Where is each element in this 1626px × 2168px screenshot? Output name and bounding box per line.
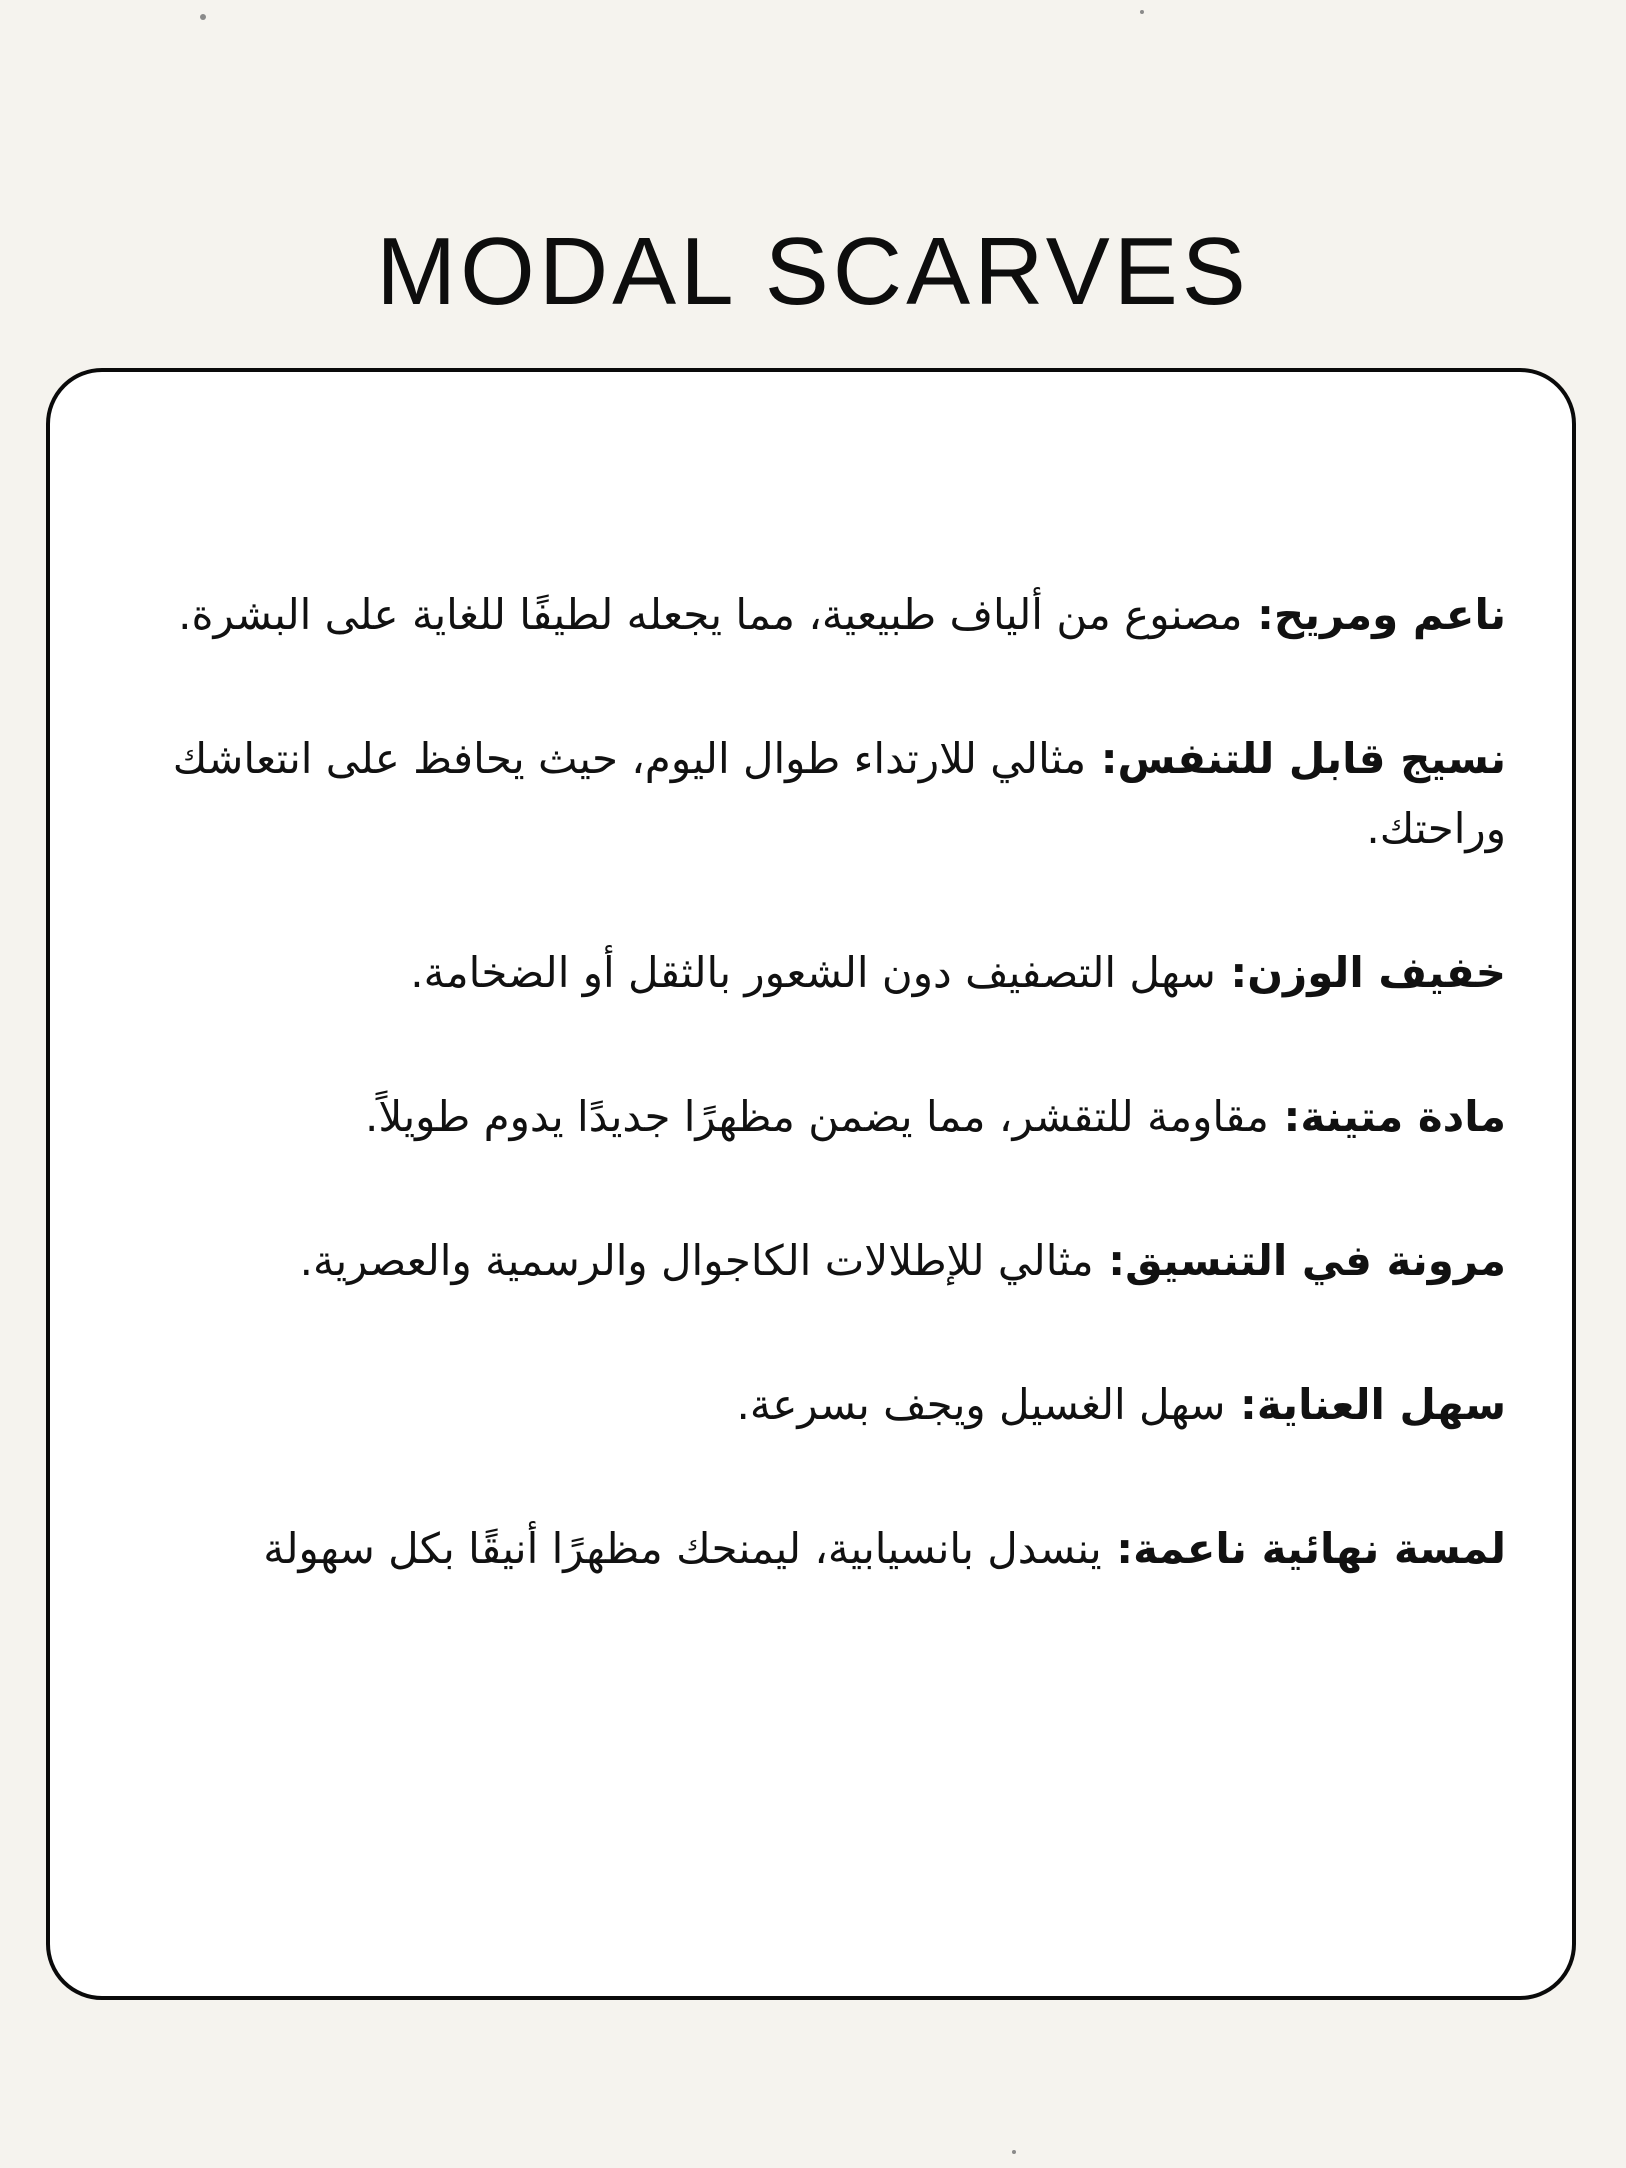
feature-item: سهل العناية: سهل الغسيل ويجف بسرعة. xyxy=(736,1380,1506,1429)
feature-description: ينسدل بانسيابية، ليمنحك مظهرًا أنيقًا بكل سهولة xyxy=(263,1524,1102,1573)
feature-description: مصنوع من ألياف طبيعية، مما يجعله لطيفًا للغاية على البشرة. xyxy=(178,590,1243,639)
feature-description: سهل التصفيف دون الشعور بالثقل أو الضخامة. xyxy=(410,948,1216,997)
feature-description: مثالي للإطلالات الكاجوال والرسمية والعصرية. xyxy=(299,1236,1094,1285)
feature-item: مادة متينة: مقاومة للتقشر، مما يضمن مظهرًا جديدًا يدوم طويلاً. xyxy=(365,1092,1506,1141)
feature-item: مرونة في التنسيق: مثالي للإطلالات الكاجوال والرسمية والعصرية. xyxy=(299,1236,1506,1285)
feature-item: لمسة نهائية ناعمة: ينسدل بانسيابية، ليمنحك مظهرًا أنيقًا بكل سهولة xyxy=(263,1524,1506,1573)
feature-item: خفيف الوزن: سهل التصفيف دون الشعور بالثقل أو الضخامة. xyxy=(410,948,1506,997)
feature-heading: نسيج قابل للتنفس xyxy=(1117,734,1506,783)
feature-description: سهل الغسيل ويجف بسرعة. xyxy=(736,1380,1226,1429)
feature-heading: خفيف الوزن xyxy=(1247,948,1506,997)
feature-description: مقاومة للتقشر، مما يضمن مظهرًا جديدًا يدوم طويلاً. xyxy=(365,1092,1269,1141)
feature-heading: مرونة في التنسيق xyxy=(1125,1236,1506,1285)
feature-heading: لمسة نهائية ناعمة xyxy=(1133,1524,1506,1573)
paper-speck xyxy=(1012,2150,1016,2154)
feature-description: مثالي للارتداء طوال اليوم، حيث يحافظ على انتعاشك وراحتك. xyxy=(172,734,1506,853)
feature-item: نسيج قابل للتنفس: مثالي للارتداء طوال اليوم، حيث يحافظ على انتعاشك وراحتك. xyxy=(172,734,1506,853)
feature-item: ناعم ومريح: مصنوع من ألياف طبيعية، مما يجعله لطيفًا للغاية على البشرة. xyxy=(178,590,1506,639)
feature-heading: مادة متينة xyxy=(1300,1092,1506,1141)
feature-heading: ناعم ومريح xyxy=(1273,590,1506,639)
feature-heading: سهل العناية xyxy=(1256,1380,1506,1429)
page-title: MODAL SCARVES xyxy=(376,218,1250,326)
paper-speck xyxy=(200,14,206,20)
feature-list xyxy=(120,580,1506,1658)
paper-speck xyxy=(1140,10,1144,14)
